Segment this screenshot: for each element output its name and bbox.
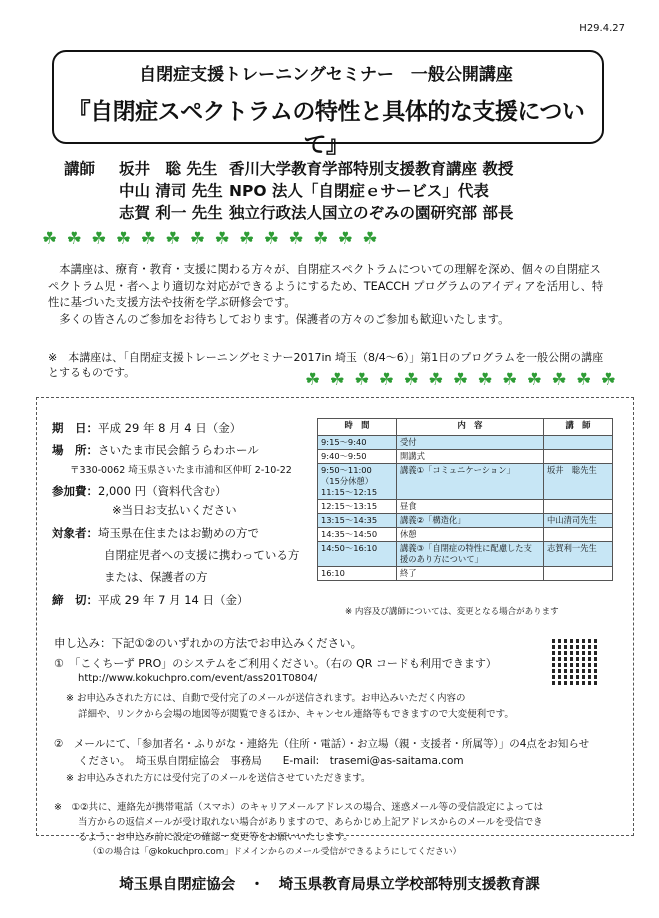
schedule-row <box>318 450 613 464</box>
event-place <box>52 442 259 458</box>
schedule-content: 講義②「構造化」 <box>397 514 544 528</box>
method-1-note: ※ お申込みされた方には、自動で受付完了のメールが送信されます。お申込みいただく内容の <box>66 693 466 704</box>
lecturer-affiliation: 独立行政法人国立のぞみの園研究部 部長 <box>229 204 514 222</box>
schedule-lecturer <box>544 528 613 542</box>
fee-label: 参加費： <box>52 484 98 498</box>
schedule-row <box>318 436 613 450</box>
method-1: ① 「こくちーず PRO」のシステムをご利用ください。（右の QR コードも利用できます） <box>54 657 497 670</box>
schedule-content: 休憩 <box>397 528 544 542</box>
method-1-note: 詳細や、リンクから会場の地図等が閲覧できるほか、キャンセル連絡等もできますので大変便利です。 <box>78 709 514 720</box>
lecturer-name: 中山 清司 先生 <box>119 182 223 200</box>
schedule-row <box>318 514 613 528</box>
registration-url[interactable]: http://www.kokuchpro.com/event/ass201T0804/ <box>78 673 318 684</box>
intro-paragraph: 本講座は、療育・教育・支援に関わる方々が、自閉症スペクトラムについての理解を深め、個々の自閉症スペクトラム児・者へより適切な対応ができるようにするため、TEACCH プログラムのアイディアを活用し、特性に基づいた支援方法や技術を学ぶ研修会です。 <box>48 263 604 309</box>
schedule-content: 講義①「コミュニケーション」 <box>397 464 544 500</box>
method-2: ② メールにて、「参加者名・ふりがな・連絡先（住所・電話）・お立場（親・支援者・所属等）」の4点をお知らせ <box>54 738 590 750</box>
schedule-table <box>317 418 613 581</box>
target-label: 対象者： <box>52 526 98 540</box>
fee-value: 2,000 円（資料代含む） <box>98 484 227 498</box>
place-value: さいたま市民会館うらわホール <box>98 443 259 457</box>
event-fee <box>52 483 227 499</box>
clover-decoration-right: ☘ ☘ ☘ ☘ ☘ ☘ ☘ ☘ ☘ ☘ ☘ ☘ ☘ <box>305 370 618 390</box>
schedule-time: 9:15～9:40 <box>318 436 397 450</box>
email-note: るよう、お申込み前に設定の確認・変更等をお願いいたします。 <box>78 832 353 843</box>
schedule-lecturer: 志賀利一先生 <box>544 542 613 567</box>
deadline-value: 平成 29 年 7 月 14 日（金） <box>98 593 249 607</box>
date-value: 平成 29 年 8 月 4 日（金） <box>98 421 242 435</box>
schedule-header: 講 師 <box>544 419 613 436</box>
schedule-content: 昼食 <box>397 500 544 514</box>
schedule-content: 講義③「自閉症の特性に配慮した支援のあり方について」 <box>397 542 544 567</box>
schedule-time: 14:35～14:50 <box>318 528 397 542</box>
schedule-time: 12:15～13:15 <box>318 500 397 514</box>
date-label: 期 日： <box>52 421 98 435</box>
lecturer-name: 坂井 聡 先生 <box>119 160 218 178</box>
application-deadline <box>52 592 249 608</box>
schedule-row <box>318 528 613 542</box>
lecturer-list <box>64 157 604 227</box>
schedule-lecturer: 中山清司先生 <box>544 514 613 528</box>
fee-note: ※当日お支払いください <box>112 503 237 517</box>
venue-address: 〒330-0062 埼玉県さいたま市浦和区仲町 2-10-22 <box>70 465 292 476</box>
schedule-row <box>318 542 613 567</box>
schedule-header: 時 間 <box>318 419 397 436</box>
schedule-row <box>318 464 613 500</box>
schedule-header: 内 容 <box>397 419 544 436</box>
schedule-header-row <box>318 419 613 436</box>
lecturer-affiliation: NPO 法人「自閉症ｅサービス」代表 <box>229 182 489 200</box>
seminar-subtitle: 自閉症支援トレーニングセミナー 一般公開講座 <box>139 65 513 85</box>
schedule-time: 13:15～14:35 <box>318 514 397 528</box>
qr-code-icon[interactable] <box>552 637 600 685</box>
target-line: 埼玉県在住またはお勤めの方で <box>98 526 259 540</box>
lecturer-name: 志賀 利一 先生 <box>119 204 223 222</box>
email-note: （①の場合は「@kokuchpro.com」ドメインからのメール受信ができるようにしてください） <box>88 847 462 857</box>
deadline-label: 締 切： <box>52 593 98 607</box>
schedule-time: 14:50～16:10 <box>318 542 397 567</box>
schedule-content: 開講式 <box>397 450 544 464</box>
schedule-time: 9:50～11:00 （15分休憩） 11:15～12:15 <box>318 464 397 500</box>
schedule-lecturer: 坂井 聡先生 <box>544 464 613 500</box>
clover-decoration-left: ☘ ☘ ☘ ☘ ☘ ☘ ☘ ☘ ☘ ☘ ☘ ☘ ☘ ☘ <box>42 229 380 249</box>
schedule-time: 16:10 <box>318 567 397 581</box>
schedule-lecturer <box>544 450 613 464</box>
event-date <box>52 420 241 436</box>
place-label: 場 所： <box>52 443 98 457</box>
email-note: ※ ①②共に、連絡先が携帯電話（スマホ）のキャリアメールアドレスの場合、迷惑メール等の受信設定によっては <box>54 802 544 813</box>
schedule-lecturer <box>544 500 613 514</box>
email-note: 当方からの返信メールが受け取れない場合がありますので、あらかじめ上記アドレスからのメールを受信でき <box>78 817 543 828</box>
intro-paragraph: 多くの皆さんのご参加をお待ちしております。保護者の方々のご参加も歓迎いたします。 <box>59 312 510 326</box>
program-note: ※ 本講座は、「自閉症支援トレーニングセミナー2017in 埼玉（8/4～6）」第1日のプログラムを一般公開の講座とするものです。 <box>48 351 604 379</box>
lecturer-role: 講師 <box>64 160 96 178</box>
schedule-lecturer <box>544 567 613 581</box>
schedule-row <box>318 567 613 581</box>
target-line: または、保護者の方 <box>104 570 208 584</box>
application-heading: 申し込み：下記①②のいずれかの方法でお申込みください。 <box>54 636 363 650</box>
target-line: 自閉症児者への支援に携わっている方 <box>104 548 300 562</box>
document-date: H29.4.27 <box>579 23 625 34</box>
schedule-content: 終了 <box>397 567 544 581</box>
schedule-note: ※ 内容及び講師については、変更となる場合があります <box>345 607 559 617</box>
method-2-note: ※ お申込みされた方には受付完了のメールを送信させていただきます。 <box>66 773 371 784</box>
seminar-title: 『自閉症スペクトラムの特性と具体的な支援について』 <box>67 99 585 158</box>
schedule-time: 9:40～9:50 <box>318 450 397 464</box>
footer-organizers: 埼玉県自閉症協会 ・ 埼玉県教育局県立学校部特別支援教育課 <box>119 877 540 893</box>
target-audience <box>52 525 259 541</box>
intro-text <box>48 262 608 328</box>
lecturer-affiliation: 香川大学教育学部特別支援教育講座 教授 <box>229 160 514 178</box>
schedule-row <box>318 500 613 514</box>
method-2-contact: ください。 埼玉県自閉症協会 事務局 E-mail: trasemi@as-saitama.com <box>78 755 464 767</box>
schedule-lecturer <box>544 436 613 450</box>
schedule-content: 受付 <box>397 436 544 450</box>
